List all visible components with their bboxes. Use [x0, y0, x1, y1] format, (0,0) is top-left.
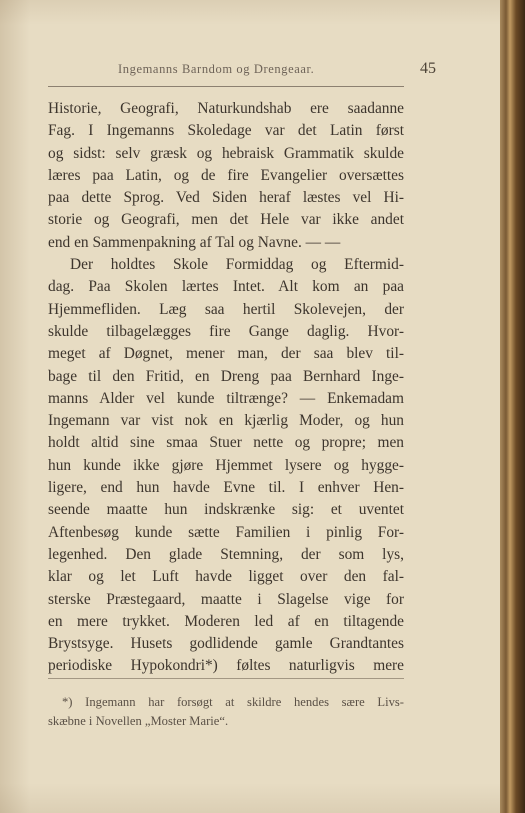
text-line: end en Sammenpakning af Tal og Navne. — —: [48, 233, 341, 251]
page-number: 45: [420, 60, 436, 77]
text-line: holdt altid sine smaa Stuer nette og propre; men: [48, 434, 404, 452]
text-line: Hjemmefliden. Læg saa hertil Skolevejen, der: [48, 300, 404, 318]
footnote-line: *) Ingemann har forsøgt at skildre hendes sære Livs-: [62, 695, 404, 709]
text-line: sterske Præstegaard, maatte i Slagelse vige for: [48, 590, 404, 608]
text-line: og sidst: selv græsk og hebraisk Grammatik skulde: [48, 144, 404, 162]
text-line: klar og let Luft havde ligget over den fal-: [48, 568, 404, 586]
text-line: Brystsyge. Husets godlidende gamle Grandtantes: [48, 635, 404, 653]
running-title: Ingemanns Barndom og Drengeaar.: [118, 62, 315, 76]
footnote-line: skæbne i Novellen „Moster Marie“.: [48, 713, 229, 728]
text-line: dag. Paa Skolen lærtes Intet. Alt kom an paa: [48, 278, 404, 296]
text-line: Historie, Geografi, Naturkundshab ere saadanne: [48, 100, 404, 117]
text-line: manns Alder vel kunde tiltrænge? — Enkemadam: [48, 389, 404, 407]
text-line: Fag. I Ingemanns Skoledage var det Latin først: [48, 122, 404, 140]
text-line: hun kunde ikke gjøre Hjemmet lysere og hygge-: [48, 456, 404, 474]
header-rule: [48, 86, 404, 87]
text-line: legenhed. Den glade Stemning, der som lys,: [48, 545, 404, 563]
footnote-rule: [48, 678, 404, 679]
body-text: [48, 98, 404, 678]
text-line: ligere, end hun havde Evne til. I enhver Hen-: [48, 479, 404, 497]
text-line: seende maatte hun indskrænke sig: et uventet: [48, 501, 404, 519]
text-line: paa dette Sprog. Ved Siden heraf læstes vel Hi-: [48, 189, 404, 207]
text-line: læres paa Latin, og de fire Evangelier oversættes: [48, 166, 404, 184]
text-line: en mere trykket. Moderen led af en tiltagende: [48, 612, 404, 630]
text-line: periodiske Hypokondri*) føltes naturligvis mere: [48, 657, 404, 675]
text-line: bage til den Fritid, en Dreng paa Bernhard Inge-: [48, 367, 404, 385]
book-page-edge: [500, 0, 525, 813]
text-line: Der holdtes Skole Formiddag og Eftermid-: [70, 256, 404, 274]
text-line: Ingemann var vist nok en kjærlig Moder, og hun: [48, 412, 404, 430]
text-line: skulde tilbagelægges fire Gange daglig. Hvor-: [48, 322, 404, 340]
page-header: [48, 60, 436, 82]
text-line: meget af Døgnet, mener man, der saa blev til-: [48, 345, 404, 363]
footnote: [48, 693, 404, 730]
text-line: Aftenbesøg kunde sætte Familien i pinlig For-: [48, 523, 404, 541]
text-line: storie og Geografi, men det Hele var ikke andet: [48, 211, 404, 229]
